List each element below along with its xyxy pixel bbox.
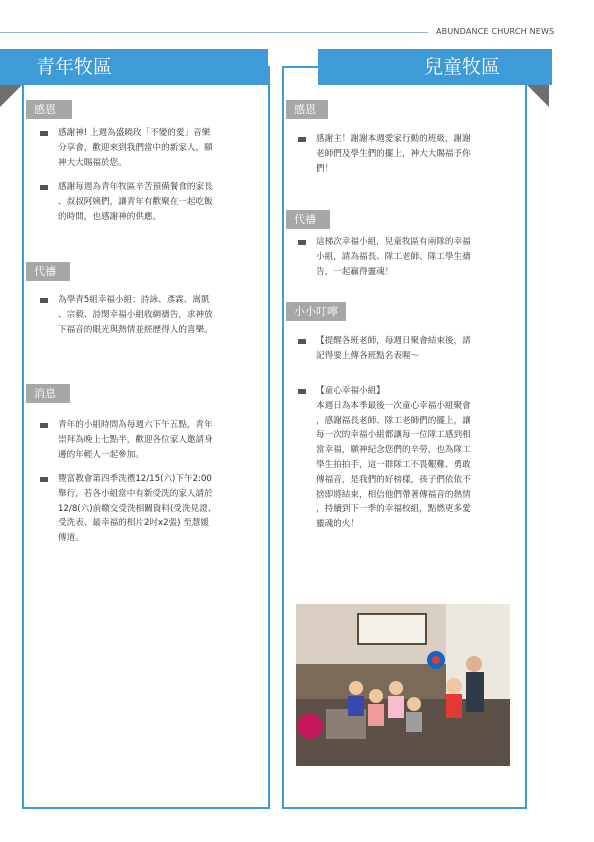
children-thanks-tag: 感恩: [286, 100, 328, 119]
list-item: 豐富教會第四季洗禮12/15(六)下午2:00 舉行，若各小組當中有新受洗的家人請於 12/8(六)前繳交受洗相關資料(受洗見證、 受洗表、最幸福的相片2吋x2張) 至慧媛 傳道。: [40, 472, 268, 546]
bullet-marker: [298, 137, 306, 142]
youth-title: 青年牧區: [0, 49, 268, 85]
publication-name: ABUNDANCE CHURCH NEWS: [436, 27, 555, 36]
children-reminder-tag: 小小叮嚀: [286, 302, 346, 321]
bullet-marker: [40, 131, 48, 136]
list-item: 青年的小組時間為每週六下午五點，青年 崇拜為晚上七點半，歡迎各位家人邀請身 邊的年輕人一起參加。: [40, 418, 268, 462]
header-rule: [0, 32, 428, 33]
children-title: 兒童牧區: [318, 49, 552, 85]
youth-news-tag: 消息: [26, 384, 70, 403]
group-photo: [296, 604, 510, 766]
youth-thanks-tag: 感恩: [26, 100, 72, 119]
bullet-marker: [40, 423, 48, 428]
list-item: 【童心幸福小組】 本週日為本季最後一次童心幸福小組聚會 ，感謝福長老師、隊工老師們的擺上，讓 每一次的幸福小組都讓每一位隊工感到相 當幸福，願神紀念您們的辛勞，也為隊工 學生拍拍手，這一群隊工不畏艱難、勇敢 傳福音，是我們的好榜樣，孩子們依依不 捨即將結束，相信他們帶著傳福音的熱情 ，持續到下一季的幸福校組，點燃更多愛 靈魂的火！: [298, 384, 524, 532]
bullet-marker: [298, 240, 306, 245]
list-item: 這梯次幸福小組，兒童牧區有兩隊的幸福 小組，請為福長、隊工老師、隊工學生禱 告，一起贏得靈魂！: [298, 235, 524, 279]
list-item: 感謝神! 上週為盛曉玫「不變的愛」音樂 分享會，歡迎來到我們當中的新家人，願 神大大賜福於您。: [40, 126, 268, 170]
list-item: 感謝每週為青年牧區辛苦預備餐食的家長 、叔叔阿姨們，讓青年有歡聚在一起吃飯 的時間，也感謝神的供應。: [40, 180, 268, 224]
children-prayer-tag: 代禱: [286, 210, 330, 229]
youth-prayer-tag: 代禱: [26, 262, 70, 281]
youth-banner-fold: [0, 85, 22, 107]
group-photo-illustration: [296, 604, 510, 766]
children-banner-fold: [527, 85, 549, 107]
list-item: 【提醒各班老師，每週日聚會結束後，請 記得要上傳各班點名表喔～: [298, 334, 524, 364]
bullet-marker: [40, 298, 48, 303]
list-item: 感謝主！謝謝本週愛家行動的班級，謝謝 老師們及學生們的擺上，神大大賜福予你 們！: [298, 132, 524, 176]
bullet-marker: [298, 339, 306, 344]
bullet-marker: [40, 477, 48, 482]
bullet-marker: [298, 389, 306, 394]
bullet-marker: [40, 185, 48, 190]
list-item: 為學青5組幸福小組：詩詠、彥霖、嵩凱 、宗毅、詩閔幸福小組收網禱告，求神放 下福音的眼光與熱情並經歷得人的喜樂。: [40, 293, 268, 337]
